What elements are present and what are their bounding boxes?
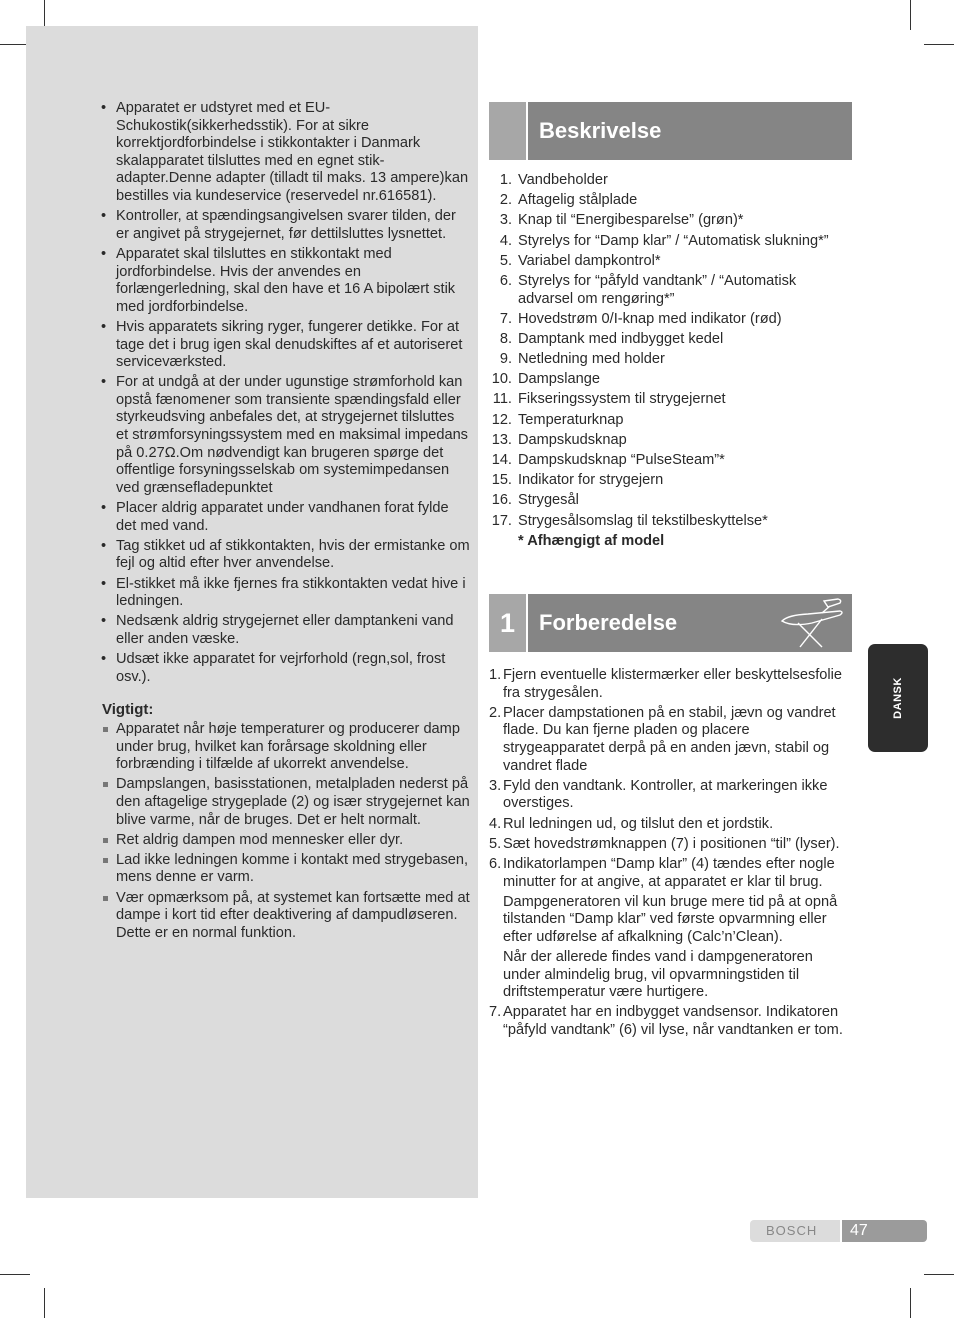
list-item: Lad ikke ledningen komme i kontakt med strygebasen, mens denne er varm. — [100, 852, 470, 887]
list-item: • Tag stikket ud af stikkontakten, hvis der ermistanke om fejl og altid efter hver anvendelse. — [100, 538, 470, 573]
list-item: 17. Strygesålsomslag til tekstilbeskyttelse* — [491, 512, 768, 529]
list-item: 3. Fyld den vandtank. Kontroller, at markeringen ikke overstiges. — [489, 777, 828, 812]
list-item: 3. Knap til “Energibesparelse” (grøn)* — [499, 212, 744, 229]
list-item: • Hvis apparatets sikring ryger, fungerer detikke. For at tage det i brug igen skal denudskiftes af et autoriseret serviceværksted. — [100, 319, 470, 372]
list-item: 13. Dampskudsknap — [491, 431, 627, 448]
section-title: Forberedelse — [539, 610, 678, 635]
ironing-board-icon — [778, 597, 848, 649]
list-item: • Kontroller, at spændingsangivelsen svarer tilden, der er angivet på strygejernet, før dettilsluttes lysnettet. — [100, 208, 470, 243]
crop-mark — [924, 44, 954, 45]
list-item: • Udsæt ikke apparatet for vejrforhold (regn,sol, frost osv.). — [100, 651, 470, 686]
page-number: 47 — [842, 1220, 927, 1242]
list-item: • Apparatet skal tilsluttes en stikkontakt med jordforbindelse. Hvis der anvendes en forlængerledning, skal den have et 16 A bipolært stik med jordforbindelse. — [100, 246, 470, 316]
list-item: • Placer aldrig apparatet under vandhanen forat fylde det med vand. — [100, 500, 470, 535]
list-item: 2. Placer dampstationen på en stabil, jævn og vandret flade. Du kan fjerne pladen og placere strygeapparatet derpå på en anden jævn, stabil og vandret flade — [489, 704, 836, 774]
crop-mark — [44, 1288, 45, 1318]
list-item: 4. Rul ledningen ud, og tilslut den et jordstik. — [489, 815, 774, 832]
important-heading: Vigtigt: — [102, 701, 154, 719]
list-item: 8. Damptank med indbygget kedel — [499, 330, 724, 347]
section-number: 1 — [489, 594, 526, 652]
crop-mark — [910, 0, 911, 30]
section-title: Beskrivelse — [539, 118, 662, 143]
parts-list — [489, 172, 854, 530]
list-item: Dampslangen, basisstationen, metalpladen nederst på den aftagelige strygeplade (2) og især strygejernet kan blive varme, når de bruges. Det er helt normalt. — [100, 776, 470, 829]
footer-brand: BOSCH — [750, 1220, 840, 1242]
list-item: • For at undgå at der under ugunstige strømforhold kan opstå fænomener som transiente spændingsfald eller styrkeudsving anbefales det, at strygejernet tilsluttes et strømforsyningssystem med en maksimal impedans på 0.27Ω.Om nødvendigt kan brugeren spørge det offentlige forsyningsselskab om systemimpedansen ved grænsefladepunktet — [100, 374, 470, 497]
list-item: 9. Netledning med holder — [499, 351, 665, 368]
list-item: 1. Vandbeholder — [499, 172, 608, 188]
forberedelse-header — [489, 594, 852, 652]
list-item: • El-stikket må ikke fjernes fra stikkontakten vedat hive i ledningen. — [100, 576, 470, 611]
list-item: 7. Apparatet har en indbygget vandsensor. Indikatoren “påfyld vandtank” (6) vil lyse, når vandtanken er tom. — [489, 1004, 843, 1039]
safety-column — [100, 100, 470, 945]
divider — [526, 102, 528, 160]
list-item: 10. Dampslange — [491, 371, 600, 388]
list-item: Vær opmærksom på, at systemet kan fortsætte med at dampe i kort tid efter deaktivering af dampudløseren. Dette er en normal funktion. — [100, 890, 470, 943]
language-tab — [868, 644, 928, 752]
list-item: Ret aldrig dampen mod mennesker eller dyr. — [100, 832, 470, 850]
list-item: 15. Indikator for strygejern — [491, 472, 664, 489]
crop-mark — [0, 1274, 30, 1275]
list-item: 7. Hovedstrøm 0/I-knap med indikator (rød) — [499, 310, 782, 327]
divider — [526, 594, 528, 652]
list-item: 12. Temperaturknap — [491, 411, 624, 428]
crop-mark — [910, 1288, 911, 1318]
list-item: 6. Styrelys for “påfyld vandtank” / “Automatisk advarsel om rengøring*” — [499, 272, 797, 307]
language-label: DANSK — [892, 677, 904, 719]
model-note: * Afhængigt af model — [518, 532, 665, 549]
beskrivelse-list-wrap — [489, 172, 854, 550]
paragraph: Når der allerede findes vand i dampgeneratoren under almindelig brug, vil opvarmningstiden til driftstemperatur være hurtigere. — [503, 949, 813, 1001]
list-item: 1. Fjern eventuelle klistermærker eller beskyttelsesfolie fra strygesålen. — [489, 667, 843, 701]
important-list — [100, 721, 470, 943]
list-item: 5. Sæt hovedstrømknappen (7) i positionen “til” (lyser). — [489, 835, 840, 852]
list-item: • Apparatet er udstyret med et EU-Schukostik(sikkerhedsstik). For at sikre korrektjordforbindelse i stikkontakter i Danmark skalapparatet tilsluttes med en egnet stik-adapter.Denne adapter (tilladt til maks. 13 ampere)kan bestilles via kundeservice (reservedel nr.616581). — [100, 100, 470, 206]
forberedelse-list-wrap — [489, 667, 854, 1042]
preparation-list — [489, 667, 854, 1040]
list-item: 5. Variabel dampkontrol* — [499, 252, 661, 269]
list-item: 14. Dampskudsknap “PulseSteam”* — [491, 452, 725, 469]
paragraph: Dampgeneratoren vil kun bruge mere tid på at opnå tilstanden “Damp klar” ved første opvarmning eller efter udførelse af afkalkning (Calc’n’Clean). — [503, 893, 838, 945]
list-item: 11. Fikseringssystem til strygejernet — [492, 391, 726, 408]
section-number-box — [489, 102, 526, 160]
list-item: 16. Strygesål — [491, 492, 579, 509]
list-item: • Nedsænk aldrig strygejernet eller damptankeni vand eller anden væske. — [100, 613, 470, 648]
crop-mark — [924, 1274, 954, 1275]
list-item: 4. Styrelys for “Damp klar” / “Automatisk slukning*” — [499, 232, 829, 249]
safety-list — [100, 100, 470, 686]
list-item: 6. Indikatorlampen “Damp klar” (4) tændes efter nogle minutter for at angive, at apparatet er klar til brug. Dampgeneratoren vil kun bruge mere tid på at opnå tilstanden “Damp klar” ved første opvarmning eller efter udførelse af afkalkning (Calc’n’Clean). Når der allerede findes vand i dampgeneratoren under almindelig brug, vil opvarmningstiden til driftstemperatur være hurtigere. — [489, 856, 854, 1002]
list-item: 2. Aftagelig stålplade — [499, 192, 638, 209]
list-item: Apparatet når høje temperaturer og producerer damp under brug, hvilket kan forårsage skoldning eller forbrænding i tilfælde af ukorrekt anvendelse. — [100, 721, 470, 774]
beskrivelse-header — [489, 102, 852, 160]
